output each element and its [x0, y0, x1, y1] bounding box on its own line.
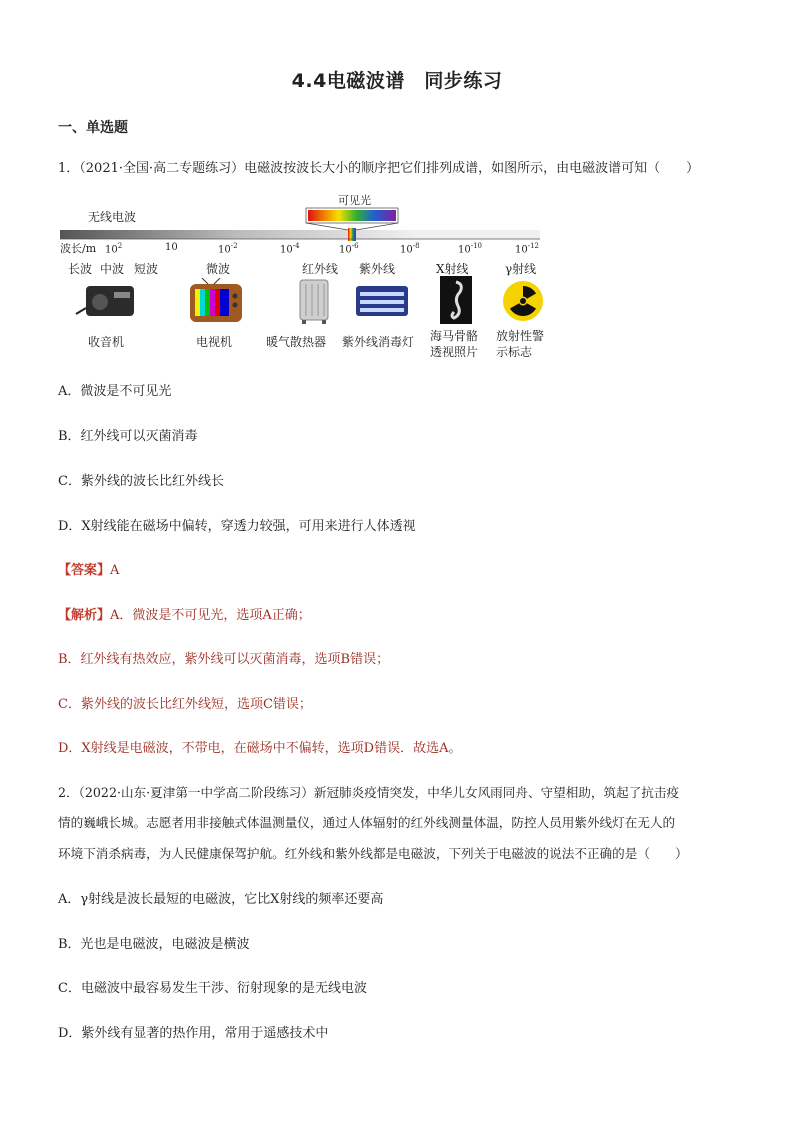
q1-answer: 【答案】A — [58, 563, 120, 578]
device-heater: 暖气散热器 — [266, 335, 327, 349]
cat-medium: 中波 — [100, 262, 125, 276]
q2-option-d: D．紫外线有显著的热作用，常用于遥感技术中 — [58, 1026, 329, 1041]
q2-stem-3: 环境下消杀病毒，为人民健康保驾护航。红外线和紫外线都是电磁波，下列关于电磁波的说法不正确的是（ ） — [58, 846, 688, 861]
seahorse-xray-icon — [440, 276, 472, 324]
cat-ir: 红外线 — [302, 262, 339, 276]
q1-option-b: B．红外线可以灭菌消毒 — [58, 429, 198, 444]
q2-stem-2: 情的巍峨长城。志愿者用非接触式体温测量仪，通过人体辐射的红外线测量体温，防控人员用紫外线灯在无人的 — [58, 815, 676, 830]
section-heading: 一、单选题 — [58, 120, 128, 136]
radio-label: 无线电波 — [88, 210, 137, 224]
visible-band — [308, 210, 396, 221]
device-radio: 收音机 — [88, 335, 125, 349]
tick-3: $10^{-2}$ — [218, 242, 238, 256]
tick-1: $10^2$ — [105, 242, 123, 256]
q2-option-a: A．γ射线是波长最短的电磁波，它比X射线的频率还要高 — [58, 892, 384, 907]
device-radiation-2: 示标志 — [496, 345, 533, 359]
cat-short: 短波 — [134, 262, 159, 276]
heater-icon — [296, 276, 332, 326]
q1-analysis-c: C．紫外线的波长比红外线短，选项C错误； — [58, 697, 312, 712]
q1-analysis-d: D．X射线是电磁波，不带电，在磁场中不偏转，选项D错误．故选A。 — [58, 741, 462, 756]
cat-gamma: γ射线 — [505, 262, 537, 276]
cat-uv: 紫外线 — [359, 262, 396, 276]
page-title: 4.4电磁波谱 同步练习 — [291, 70, 503, 92]
tick-6: $10^{-8}$ — [400, 242, 420, 256]
cat-long: 长波 — [68, 262, 93, 276]
uv-lamp-icon — [352, 282, 412, 322]
cat-micro: 微波 — [206, 262, 231, 276]
radio-icon — [74, 280, 144, 322]
spectrum-bar-tail — [410, 230, 540, 239]
q1-option-d: D．X射线能在磁场中偏转，穿透力较强，可用来进行人体透视 — [58, 519, 416, 534]
tick-8: $10^{-12}$ — [515, 242, 540, 256]
device-uv-lamp: 紫外线消毒灯 — [342, 335, 415, 349]
q1-analysis-b: B．红外线有热效应，紫外线可以灭菌消毒，选项B错误； — [58, 652, 390, 667]
spectrum-bar — [60, 230, 410, 239]
tv-icon — [188, 278, 244, 324]
device-radiation-1: 放射性警 — [496, 329, 545, 343]
q1-analysis-a: 【解析】A．微波是不可见光，选项A正确； — [58, 608, 311, 623]
tick-2: 10 — [165, 242, 178, 253]
radiation-icon — [502, 280, 544, 322]
q1-option-c: C．紫外线的波长比红外线长 — [58, 474, 224, 489]
tick-5: $10^{-6}$ — [339, 242, 359, 256]
q2-stem-1: 2．（2022·山东·夏津第一中学高二阶段练习）新冠肺炎疫情突发，中华儿女风雨同舟、守望相助，筑起了抗击疫 — [58, 785, 680, 800]
device-seahorse-2: 透视照片 — [430, 345, 479, 359]
tick-4: $10^{-4}$ — [280, 242, 300, 256]
tick-7: $10^{-10}$ — [458, 242, 483, 256]
q1-option-a: A．微波是不可见光 — [58, 384, 172, 399]
q2-option-b: B．光也是电磁波，电磁波是横波 — [58, 937, 250, 952]
device-seahorse-1: 海马骨骼 — [430, 329, 479, 343]
spectrum-figure — [60, 190, 550, 360]
device-tv: 电视机 — [196, 335, 233, 349]
visible-label: 可见光 — [338, 194, 371, 207]
cat-xray: X射线 — [436, 262, 469, 276]
q1-stem: 1．（2021·全国·高二专题练习）电磁波按波长大小的顺序把它们排列成谱，如图所示，由电磁波谱可知（ ） — [58, 161, 700, 176]
wavelength-label: 波长/m — [60, 242, 97, 255]
q2-option-c: C．电磁波中最容易发生干涉、衍射现象的是无线电波 — [58, 981, 367, 996]
